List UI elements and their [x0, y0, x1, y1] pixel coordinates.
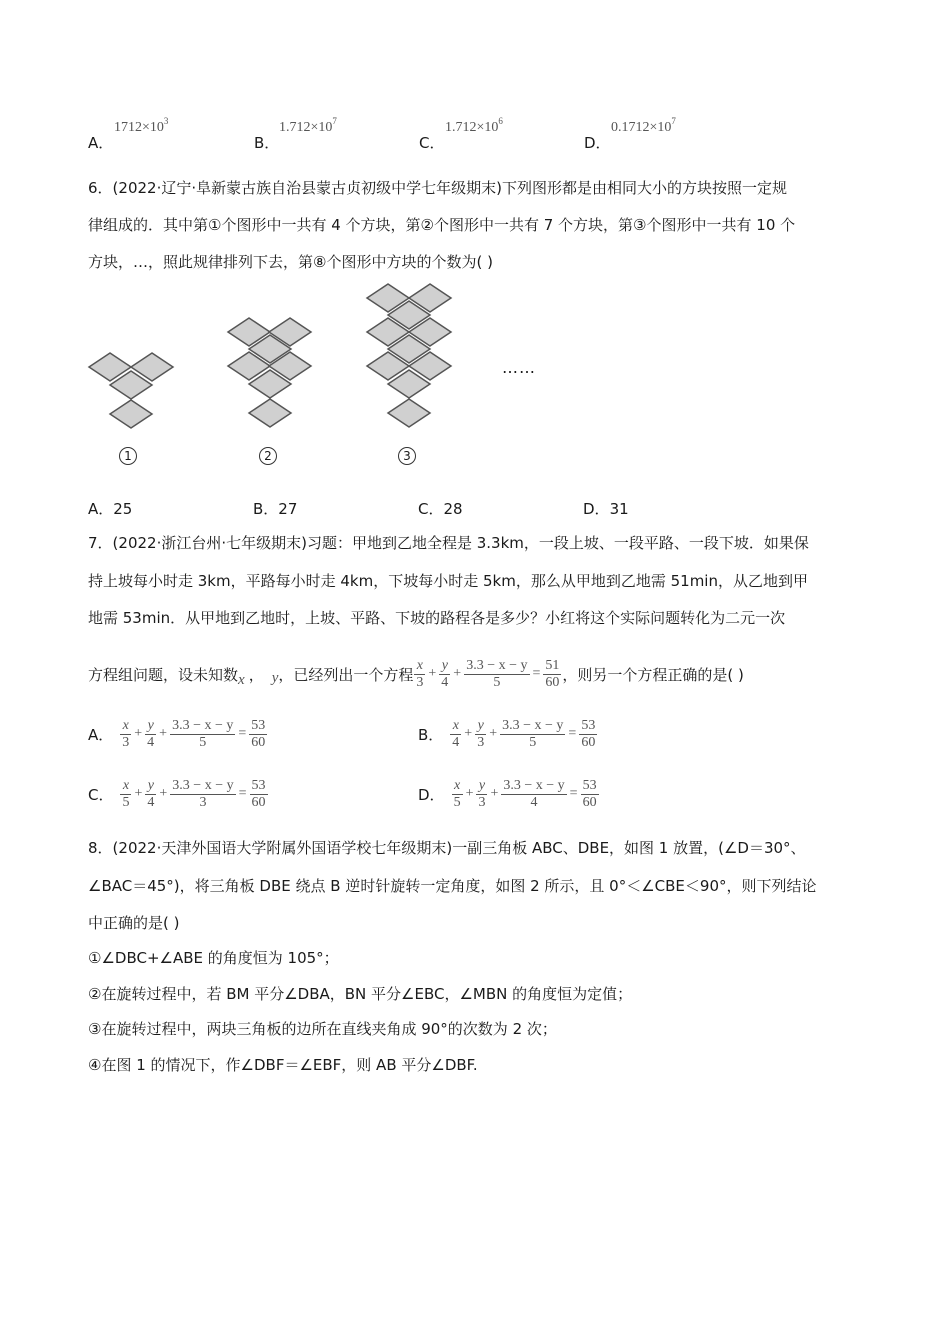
q8-statement-4: ④在图 1 的情况下，作∠DBF＝∠EBF，则 AB 平分∠DBF. — [88, 1056, 478, 1074]
q6-stem-line2: 律组成的．其中第①个图形中一共有 4 个方块，第②个图形中一共有 7 个方块，第③个图形中一共有 10 个 — [88, 216, 796, 234]
q6-stem-line3: 方块，…，照此规律排列下去，第⑧个图形中方块的个数为( ) — [88, 253, 493, 271]
q8-stem-line3: 中正确的是( ) — [88, 914, 180, 932]
option-c-value[interactable]: $1.712\times 10^6$ — [445, 116, 503, 135]
option-b-label: B． — [254, 134, 280, 152]
figure-2-blocks — [228, 318, 311, 427]
q8-statement-2: ②在旋转过程中，若 BM 平分∠DBA，BN 平分∠EBC，∠MBN 的角度恒为定值； — [88, 985, 633, 1003]
q6-ellipsis: …… — [502, 358, 536, 377]
q7-option-a[interactable]: A． $\frac{x}{3}$ + $\frac{y}{4}$ + $\frac{3.3 - x - y}{5}$ = $\frac{53}{60}$ — [88, 717, 266, 750]
q6-stem-line1: 6．(2022·辽宁·阜新蒙古族自治县蒙古贞初级中学七年级期末)下列图形都是由相同大小的方块按照一定规 — [88, 179, 787, 197]
q6-option-c[interactable]: C．28 — [418, 500, 463, 518]
option-d-label: D． — [584, 134, 611, 152]
q7-line4-text-a: 方程组问题，设未知数 — [88, 665, 239, 684]
q7-option-d[interactable]: D． $\frac{x}{5}$ + $\frac{y}{3}$ + $\frac{3.3 - x - y}{4}$ = $\frac{53}{60}$ — [418, 777, 597, 810]
q6-option-b[interactable]: B．27 — [253, 500, 298, 518]
q6-pattern-figure — [80, 280, 560, 475]
var-x: x — [238, 671, 245, 688]
q7-stem-line1: 7．(2022·浙江台州·七年级期末)习题：甲地到乙地全程是 3.3km，一段上坡、一段平路、一段下坡．如果保 — [88, 534, 809, 552]
q7-line4-text-c: ，则另一个方程正确的是( ) — [562, 665, 744, 684]
q8-stem-line1: 8．(2022·天津外国语大学附属外国语学校七年级期末)一副三角板 ABC、DBE，如图 1 放置，(∠D＝30°、 — [88, 839, 806, 857]
option-a-value[interactable]: $1712\times 10^3$ — [114, 116, 169, 135]
q7-line4-text-b: ，已经列出一个方程 — [278, 665, 414, 684]
given-equation: $\frac{x}{3}$ + $\frac{y}{4}$ + $\frac{3.3 - x - y}{5}$ = $\frac{51}{60}$ — [416, 657, 560, 690]
option-c-label: C． — [419, 134, 445, 152]
figure-3-blocks — [367, 284, 451, 427]
figure-2-label: 2 — [259, 447, 277, 465]
q7-comma: ， — [248, 665, 264, 684]
option-a-label: A． — [88, 134, 114, 152]
q8-statement-3: ③在旋转过程中，两块三角板的边所在直线夹角成 90°的次数为 2 次； — [88, 1020, 557, 1038]
q7-option-c[interactable]: C． $\frac{x}{5}$ + $\frac{y}{4}$ + $\frac{3.3 - x - y}{3}$ = $\frac{53}{60}$ — [88, 777, 266, 810]
q7-stem-line2: 持上坡每小时走 3km，平路每小时走 4km，下坡每小时走 5km，那么从甲地到乙地需 51min，从乙地到甲 — [88, 572, 808, 590]
q7-stem-line4 — [88, 654, 744, 694]
option-b-value[interactable]: $1.712\times 10^7$ — [279, 116, 337, 135]
q7-stem-line3: 地需 53min．从甲地到乙地时，上坡、平路、下坡的路程各是多少？小红将这个实际问题转化为二元一次 — [88, 609, 786, 627]
figure-1-blocks — [89, 353, 173, 428]
q7-option-b[interactable]: B． $\frac{x}{4}$ + $\frac{y}{3}$ + $\frac{3.3 - x - y}{5}$ = $\frac{53}{60}$ — [418, 717, 596, 750]
figure-3-label: 3 — [398, 447, 416, 465]
q8-statement-1: ①∠DBC+∠ABE 的角度恒为 105°； — [88, 949, 339, 967]
var-y: y — [271, 669, 279, 686]
figure-1-label: 1 — [119, 447, 137, 465]
q8-stem-line2: ∠BAC＝45°)，将三角板 DBE 绕点 B 逆时针旋转一定角度，如图 2 所示，且 0°＜∠CBE＜90°，则下列结论 — [88, 877, 817, 895]
q6-option-a[interactable]: A．25 — [88, 500, 133, 518]
q6-option-d[interactable]: D．31 — [583, 500, 629, 518]
option-d-value[interactable]: $0.1712\times 10^7$ — [611, 116, 676, 135]
